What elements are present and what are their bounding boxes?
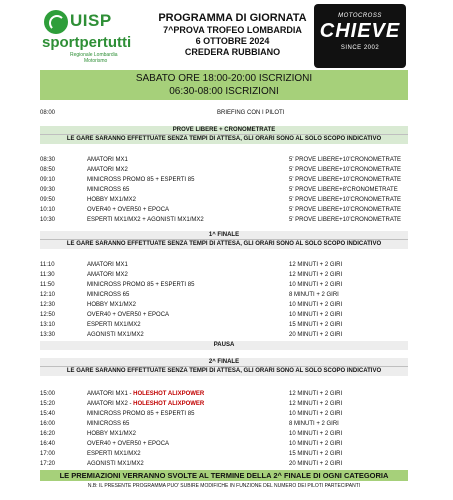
- prove-title: PROVE LIBERE + CRONOMETRATE: [40, 126, 408, 135]
- row-detail: 5' PROVE LIBERE+10'CRONOMETRATE: [289, 197, 402, 203]
- row-detail: 15 MINUTI + 2 GIRI: [289, 322, 343, 328]
- row-time: 12:30: [40, 302, 56, 308]
- schedule-row: [40, 320, 408, 330]
- schedule-row: [40, 155, 408, 165]
- schedule-row: [40, 300, 408, 310]
- row-time: 11:50: [40, 282, 55, 288]
- registration-sunday: 06:30-08:00 ISCRIZIONI: [169, 86, 279, 97]
- row-time: 09:10: [40, 177, 56, 183]
- schedule-row: [40, 290, 408, 300]
- uisp-ball-icon: [44, 10, 68, 34]
- finale1-section-header: [40, 231, 408, 249]
- row-category: HOBBY MX1/MX2: [87, 431, 136, 437]
- badge-main-text: CHIEVE: [319, 20, 401, 42]
- schedule-row: [40, 195, 408, 205]
- schedule-row: [40, 215, 408, 225]
- row-time: 11:10: [40, 262, 55, 268]
- row-time: 10:10: [40, 207, 56, 213]
- row-detail: 12 MINUTI + 2 GIRI: [289, 262, 343, 268]
- row-category: OVER40 + OVER50 + EPOCA: [87, 441, 170, 447]
- uisp-logo-sector: Motorismo: [84, 58, 108, 64]
- finale2-section-header: [40, 358, 408, 376]
- schedule-row: [40, 165, 408, 175]
- row-category: [87, 389, 204, 399]
- row-category: MINICROSS PROMO 85 + ESPERTI 85: [87, 177, 195, 183]
- row-detail: 5' PROVE LIBERE+8'CRONOMETRATE: [289, 187, 398, 193]
- row-detail: 5' PROVE LIBERE+10'CRONOMETRATE: [289, 157, 402, 163]
- row-category: AMATORI MX1: [87, 157, 128, 163]
- schedule-row: [40, 439, 408, 449]
- row-detail: 10 MINUTI + 2 GIRI: [289, 302, 343, 308]
- row-time: 13:10: [40, 322, 56, 328]
- row-time: 16:00: [40, 421, 56, 427]
- registration-saturday: SABATO ORE 18:00-20:00 ISCRIZIONI: [135, 73, 313, 84]
- row-detail: 10 MINUTI + 2 GIRI: [289, 441, 343, 447]
- row-detail: 12 MINUTI + 2 GIRI: [289, 391, 343, 397]
- row-detail: 10 MINUTI + 2 GIRI: [289, 312, 343, 318]
- row-category: ESPERTI MX1/MX2: [87, 322, 141, 328]
- row-time: 17:00: [40, 451, 56, 457]
- schedule-row: [40, 270, 408, 280]
- schedule-row: [40, 459, 408, 469]
- row-category: OVER40 + OVER50 + EPOCA: [87, 207, 170, 213]
- page-title: PROGRAMMA DI GIORNATA: [158, 12, 307, 24]
- row-category: AMATORI MX1: [87, 262, 128, 268]
- finale2-note: LE GARE SARANNO EFFETTUATE SENZA TEMPI DI ATTESA, GLI ORARI SONO AL SOLO SCOPO INDICATIVO: [66, 368, 382, 374]
- row-category: AGONISTI MX1/MX2: [87, 461, 144, 467]
- row-detail: 5' PROVE LIBERE+10'CRONOMETRATE: [289, 167, 402, 173]
- disclaimer-note: N.B: IL PRESENTE PROGRAMMA PUO' SUBIRE MODIFICHE IN FUNZIONE DEL NUMERO DEI PILOTI PARTECIPANTI: [40, 483, 408, 490]
- schedule-row: [40, 409, 408, 419]
- row-detail: 5' PROVE LIBERE+10'CRONOMETRATE: [289, 177, 402, 183]
- row-time: 15:40: [40, 411, 56, 417]
- row-category: ESPERTI MX1/MX2 + AGONISTI MX1/MX2: [87, 217, 204, 223]
- row-category: MINICROSS PROMO 85 + ESPERTI 85: [87, 411, 195, 417]
- schedule-row: [40, 260, 408, 270]
- schedule-row: [40, 429, 408, 439]
- row-category: HOBBY MX1/MX2: [87, 197, 136, 203]
- finale1-note: LE GARE SARANNO EFFETTUATE SENZA TEMPI DI ATTESA, GLI ORARI SONO AL SOLO SCOPO INDICATIVO: [66, 241, 382, 247]
- row-detail: 10 MINUTI + 2 GIRI: [289, 411, 343, 417]
- row-detail: 15 MINUTI + 2 GIRI: [289, 451, 343, 457]
- row-category: AMATORI MX2: [87, 272, 128, 278]
- schedule-row: [40, 175, 408, 185]
- row-detail: 8 MINUTI + 2 GIRI: [289, 421, 339, 427]
- finale2-title: 2^ FINALE: [40, 358, 408, 367]
- row-category: HOBBY MX1/MX2: [87, 302, 136, 308]
- row-category-text: AMATORI MX1 -: [87, 391, 134, 397]
- row-category: MINICROSS 65: [87, 421, 130, 427]
- row-category: AMATORI MX2: [87, 167, 128, 173]
- badge-bottom-text: SINCE 2002: [340, 45, 380, 51]
- row-time: 15:20: [40, 401, 56, 407]
- row-detail: 12 MINUTI + 2 GIRI: [289, 401, 343, 407]
- registration-banner: [40, 70, 408, 100]
- holeshot-sponsor-label: HOLESHOT ALIXPOWER: [133, 401, 205, 407]
- awards-footer: [40, 470, 408, 489]
- row-time: 15:00: [40, 391, 56, 397]
- uisp-logo-region: Regionale Lombardia: [70, 52, 118, 58]
- row-category: MINICROSS 65: [87, 292, 130, 298]
- row-detail: 8 MINUTI + 2 GIRI: [289, 292, 339, 298]
- pausa-bar: PAUSA: [40, 341, 408, 350]
- prove-section-header: [40, 126, 408, 144]
- schedule-row: [40, 399, 408, 409]
- row-detail: 5' PROVE LIBERE+10'CRONOMETRATE: [289, 217, 402, 223]
- row-category: [87, 399, 204, 409]
- schedule-row: [40, 330, 408, 340]
- row-time: 09:30: [40, 187, 56, 193]
- event-name: 7^PROVA TROFEO LOMBARDIA: [163, 25, 302, 35]
- row-time: 12:10: [40, 292, 56, 298]
- header-titles: [140, 12, 325, 58]
- schedule-row: [40, 419, 408, 429]
- row-category: AGONISTI MX1/MX2: [87, 332, 144, 338]
- event-date: 6 OTTOBRE 2024: [195, 36, 270, 46]
- row-time: 11:30: [40, 272, 55, 278]
- row-time: 16:40: [40, 441, 56, 447]
- schedule-row: [40, 310, 408, 320]
- finale1-title: 1^ FINALE: [40, 231, 408, 240]
- row-detail: 12 MINUTI + 2 GIRI: [289, 272, 343, 278]
- row-detail: 10 MINUTI + 2 GIRI: [289, 431, 343, 437]
- schedule-row: [40, 205, 408, 215]
- event-location: CREDERA RUBBIANO: [184, 47, 281, 57]
- schedule-row: [40, 185, 408, 195]
- prove-note: LE GARE SARANNO EFFETTUATE SENZA TEMPI DI ATTESA, GLI ORARI SONO AL SOLO SCOPO INDICATIVO: [66, 136, 382, 142]
- briefing-row: [40, 108, 408, 118]
- briefing-label: BRIEFING CON I PILOTI: [217, 110, 285, 116]
- row-category: MINICROSS PROMO 85 + ESPERTI 85: [87, 282, 195, 288]
- row-detail: 10 MINUTI + 2 GIRI: [289, 282, 343, 288]
- row-category: MINICROSS 65: [87, 187, 130, 193]
- badge-top-text: MOTOCROSS: [338, 13, 382, 19]
- uisp-logo-brand: sportpertutti: [42, 34, 132, 51]
- holeshot-sponsor-label: HOLESHOT ALIXPOWER: [133, 391, 205, 397]
- row-time: 08:30: [40, 157, 56, 163]
- row-time: 08:50: [40, 167, 56, 173]
- schedule-row: [40, 449, 408, 459]
- row-detail: 20 MINUTI + 2 GIRI: [289, 332, 343, 338]
- motocross-chieve-logo: [314, 4, 406, 68]
- uisp-logo-name: UISP: [70, 11, 112, 30]
- row-time: 16:20: [40, 431, 56, 437]
- row-time: 17:20: [40, 461, 56, 467]
- uisp-logo: [40, 8, 136, 64]
- row-time: 09:50: [40, 197, 56, 203]
- row-detail: 20 MINUTI + 2 GIRI: [289, 461, 343, 467]
- row-category: OVER40 + OVER50 + EPOCA: [87, 312, 170, 318]
- schedule-row: [40, 280, 408, 290]
- row-detail: 5' PROVE LIBERE+10'CRONOMETRATE: [289, 207, 402, 213]
- row-time: 10:30: [40, 217, 56, 223]
- awards-note: LE PREMIAZIONI VERRANNO SVOLTE AL TERMINE DELLA 2^ FINALE DI OGNI CATEGORIA: [59, 471, 389, 480]
- schedule-row: [40, 389, 408, 399]
- row-category: ESPERTI MX1/MX2: [87, 451, 141, 457]
- row-time: 12:50: [40, 312, 56, 318]
- row-time: 13:30: [40, 332, 56, 338]
- row-category-text: AMATORI MX2 -: [87, 401, 134, 407]
- briefing-time: 08:00: [40, 110, 56, 116]
